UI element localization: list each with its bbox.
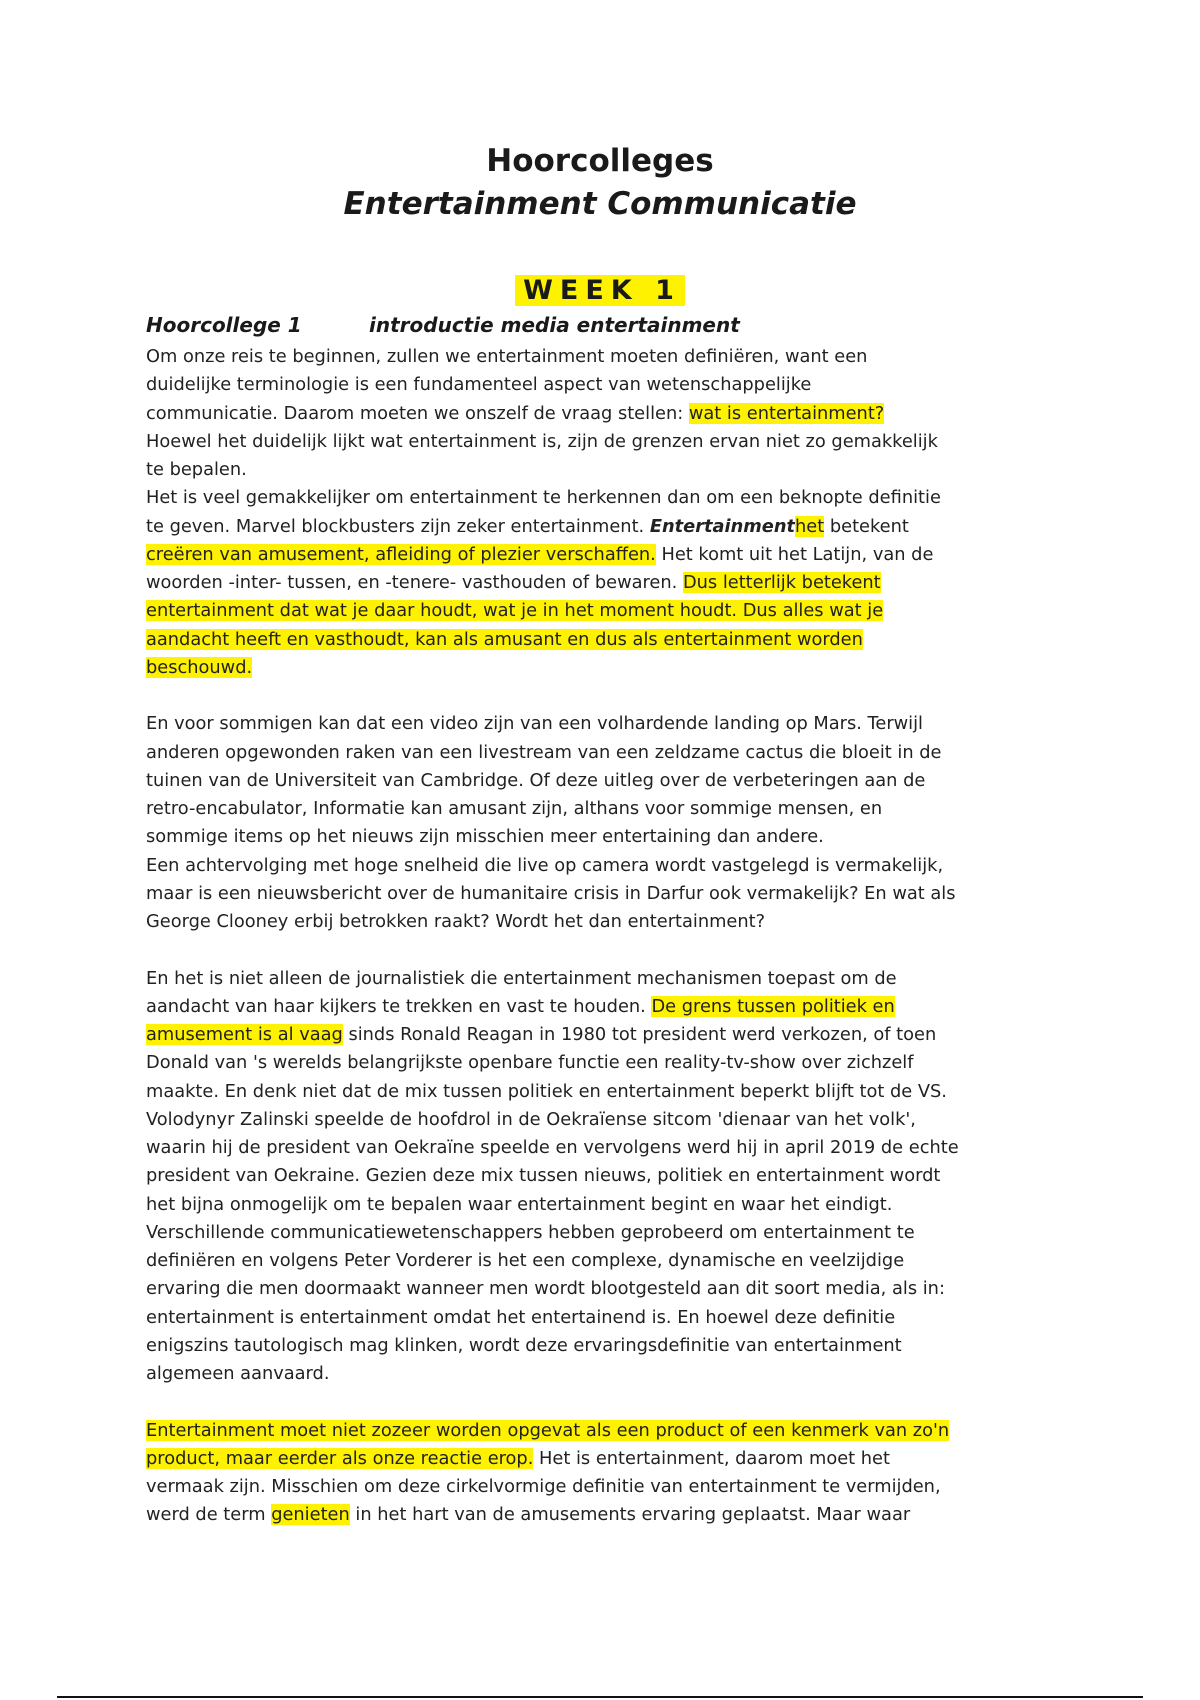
paragraph <box>146 343 1066 682</box>
text-segment: sinds Ronald Reagan in 1980 tot president werd verkozen, of toen <box>342 1024 937 1045</box>
text-segment: communicatie. Daarom moeten we onszelf de vraag stellen: <box>146 402 689 424</box>
text-line: Het is veel gemakkelijker om entertainment te herkennen dan om een beknopte definitie <box>146 487 941 509</box>
text-line <box>146 400 1066 428</box>
text-line: het bijna onmogelijk om te bepalen waar entertainment begint en waar het eindigt. <box>146 1193 893 1215</box>
week-heading <box>0 275 1200 306</box>
text-line: tuinen van de Universiteit van Cambridge. Of deze uitleg over de verbeteringen aan de <box>146 769 926 791</box>
paragraph <box>146 710 1066 936</box>
text-line: En voor sommigen kan dat een video zijn van een volhardende landing op Mars. Terwijl <box>146 713 923 735</box>
text-segment: Het komt uit het Latijn, van de <box>655 543 934 565</box>
text-line: Volodynyr Zalinski speelde de hoofdrol in de Oekraïense sitcom 'dienaar van het volk', <box>146 1108 916 1130</box>
emphasized-term: Entertainment <box>649 515 795 537</box>
text-line: maar is een nieuwsbericht over de humanitaire crisis in Darfur ook vermakelijk? En wat als <box>146 882 956 904</box>
document-subtitle: Entertainment Communicatie <box>343 186 857 222</box>
text-line: Verschillende communicatiewetenschappers hebben geprobeerd om entertainment te <box>146 1221 915 1243</box>
text-segment: werd de term <box>146 1504 272 1526</box>
text-line: enigszins tautologisch mag klinken, wordt deze ervaringsdefinitie van entertainment <box>146 1334 902 1356</box>
text-line: vermaak zijn. Misschien om deze cirkelvormige definitie van entertainment te vermijden, <box>146 1476 941 1497</box>
document-body <box>146 343 1066 1558</box>
page-bottom-rule <box>57 1696 1143 1698</box>
text-line: Hoewel het duidelijk lijkt wat entertainment is, zijn de grenzen ervan niet zo gemakkelijk <box>146 430 938 452</box>
highlighted-text: product, maar eerder als onze reactie erop. <box>146 1447 534 1469</box>
highlighted-text: genieten <box>271 1504 350 1526</box>
text-segment: aandacht van haar kijkers te trekken en vast te houden. <box>146 995 652 1017</box>
text-line <box>146 597 1066 625</box>
highlighted-text: De grens tussen politiek en <box>651 995 895 1017</box>
document-header <box>0 140 1200 226</box>
text-line: retro-encabulator, Informatie kan amusant zijn, althans voor sommige mensen, en <box>146 798 883 819</box>
text-line: Donald van 's werelds belangrijkste openbare functie een reality-tv-show over zichzelf <box>146 1052 914 1074</box>
document-title: Hoorcolleges <box>486 143 714 179</box>
text-line <box>146 569 1066 597</box>
text-line <box>146 513 1066 541</box>
text-line: sommige items op het nieuws zijn misschien meer entertaining dan andere. <box>146 826 824 848</box>
text-line: algemeen aanvaard. <box>146 1363 330 1384</box>
text-line <box>146 626 1066 654</box>
highlighted-text: het <box>795 515 825 537</box>
text-line: Een achtervolging met hoge snelheid die live op camera wordt vastgelegd is vermakelijk, <box>146 854 944 876</box>
highlighted-text: Entertainment moet niet zozeer worden opgevat als een product of een kenmerk van zo'n <box>146 1419 950 1441</box>
text-segment: woorden -inter- tussen, en -tenere- vasthouden of bewaren. <box>146 572 683 593</box>
highlighted-text: entertainment dat wat je daar houdt, wat je in het moment houdt. Dus alles wat je <box>146 600 884 622</box>
highlighted-text: aandacht heeft en vasthoudt, kan als amusant en dus als entertainment worden <box>146 628 863 650</box>
text-line <box>146 1501 1066 1529</box>
text-line: definiëren en volgens Peter Vorderer is het een complexe, dynamische en veelzijdige <box>146 1250 905 1271</box>
text-line: ervaring die men doormaakt wanneer men wordt blootgesteld aan dit soort media, als in: <box>146 1278 945 1300</box>
text-line <box>146 654 1066 682</box>
text-line <box>146 541 1066 569</box>
paragraph <box>146 965 1066 1389</box>
highlighted-text: amusement is al vaag <box>146 1024 343 1045</box>
text-line: president van Oekraine. Gezien deze mix tussen nieuws, politiek en entertainment wordt <box>146 1165 941 1187</box>
highlighted-text: beschouwd. <box>146 656 253 678</box>
text-segment: Het is entertainment, daarom moet het <box>533 1447 890 1469</box>
text-line: entertainment is entertainment omdat het entertainend is. En hoewel deze definitie <box>146 1306 896 1328</box>
text-segment: te geven. Marvel blockbusters zijn zeker entertainment. <box>146 515 650 537</box>
highlighted-text: creëren van amusement, afleiding of plezier verschaffen. <box>146 543 656 565</box>
highlighted-text: wat is entertainment? <box>688 402 885 424</box>
highlighted-text: Dus letterlijk betekent <box>682 572 881 593</box>
paragraph <box>146 1417 1066 1530</box>
lecture-heading <box>146 313 740 337</box>
text-line: duidelijke terminologie is een fundamenteel aspect van wetenschappelijke <box>146 374 812 396</box>
text-line: te bepalen. <box>146 459 247 480</box>
text-segment: in het hart van de amusements ervaring geplaatst. Maar waar <box>349 1504 911 1526</box>
text-line: maakte. En denk niet dat de mix tussen politiek en entertainment beperkt blijft tot de VS. <box>146 1080 947 1102</box>
text-line <box>146 1417 1066 1445</box>
text-line <box>146 993 1066 1021</box>
text-segment: betekent <box>824 515 909 537</box>
text-line: En het is niet alleen de journalistiek die entertainment mechanismen toepast om de <box>146 967 897 989</box>
text-line: George Clooney erbij betrokken raakt? Wordt het dan entertainment? <box>146 911 766 932</box>
lecture-label: Hoorcollege 1 <box>146 313 302 337</box>
lecture-topic: introductie media entertainment <box>369 313 740 337</box>
week-label: WEEK 1 <box>515 275 685 306</box>
text-line: waarin hij de president van Oekraïne speelde en vervolgens werd hij in april 2019 de echte <box>146 1137 959 1158</box>
text-line <box>146 1021 1066 1049</box>
text-line <box>146 1445 1066 1473</box>
text-line: anderen opgewonden raken van een livestream van een zeldzame cactus die bloeit in de <box>146 741 942 763</box>
text-line: Om onze reis te beginnen, zullen we entertainment moeten definiëren, want een <box>146 346 868 367</box>
